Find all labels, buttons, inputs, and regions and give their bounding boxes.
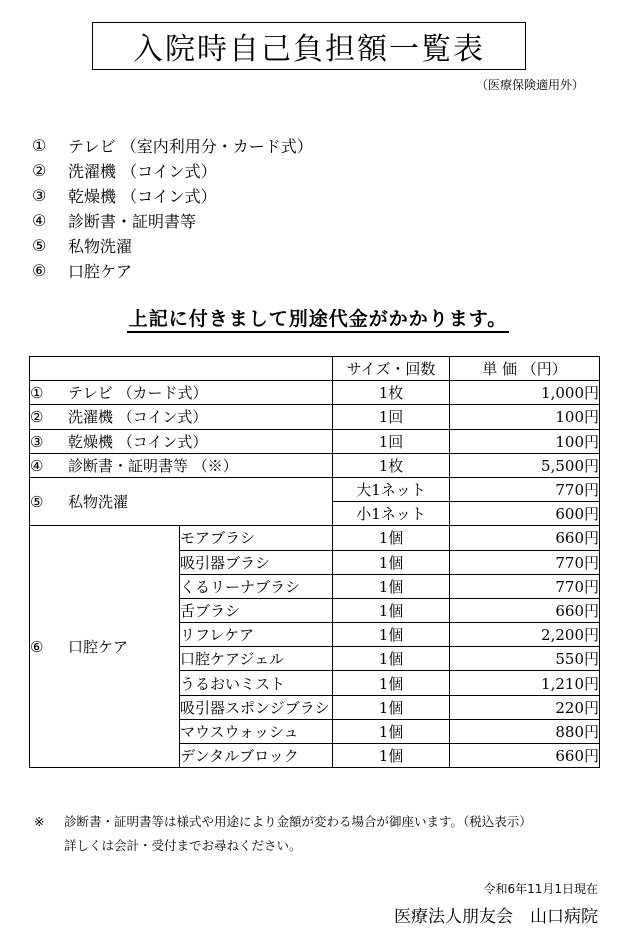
price-table bbox=[29, 356, 600, 768]
row-price: 660円 bbox=[450, 598, 600, 622]
table-row bbox=[30, 381, 600, 405]
header-blank bbox=[30, 357, 333, 381]
item-text: 口腔ケア bbox=[68, 262, 133, 281]
row-price: 880円 bbox=[450, 719, 600, 743]
row-size: 小1ネット bbox=[333, 502, 450, 526]
row-size: 1個 bbox=[333, 695, 450, 719]
table-row bbox=[30, 477, 600, 501]
table-row bbox=[30, 429, 600, 453]
footnote-line-1 bbox=[34, 810, 532, 834]
row-label: 洗濯機 （コイン式） bbox=[68, 408, 208, 427]
row-price: 1,210円 bbox=[450, 671, 600, 695]
list-item bbox=[32, 258, 313, 283]
row-price: 2,200円 bbox=[450, 623, 600, 647]
row-price: 5,500円 bbox=[450, 453, 600, 477]
item-number: ④ bbox=[32, 211, 47, 230]
row-number: ④ bbox=[30, 456, 44, 475]
row-size: 1回 bbox=[333, 405, 450, 429]
row-label: 口腔ケア bbox=[68, 638, 129, 657]
row-number: ① bbox=[30, 384, 44, 403]
header-size: サイズ・回数 bbox=[333, 357, 450, 381]
footnote bbox=[34, 810, 532, 858]
row-label: 診断書・証明書等 （※） bbox=[68, 456, 238, 475]
oral-item: リフレケア bbox=[180, 623, 333, 647]
item-number: ⑥ bbox=[32, 261, 47, 280]
row-price: 1,000円 bbox=[450, 381, 600, 405]
oral-item: モアブラシ bbox=[180, 526, 333, 550]
row-size: 1個 bbox=[333, 744, 450, 768]
list-item bbox=[32, 133, 313, 158]
row-size: 大1ネット bbox=[333, 477, 450, 501]
row-label: 乾燥機 （コイン式） bbox=[68, 432, 208, 451]
subtitle: （医療保険適用外） bbox=[475, 78, 584, 92]
document-title: 入院時自己負担額一覧表 bbox=[92, 22, 526, 70]
table-row bbox=[30, 405, 600, 429]
row-size: 1個 bbox=[333, 598, 450, 622]
header-price: 単 価 （円） bbox=[450, 357, 600, 381]
row-number: ⑥ bbox=[30, 638, 44, 657]
item-number: ② bbox=[32, 161, 47, 180]
footnote-mark: ※ bbox=[34, 814, 45, 829]
row-price: 770円 bbox=[450, 574, 600, 598]
row-price: 660円 bbox=[450, 526, 600, 550]
row-size: 1個 bbox=[333, 671, 450, 695]
notice bbox=[0, 304, 636, 331]
row-size: 1回 bbox=[333, 429, 450, 453]
oral-item: マウスウォッシュ bbox=[180, 719, 333, 743]
oral-item: くるリーナブラシ bbox=[180, 574, 333, 598]
item-list bbox=[32, 133, 313, 283]
item-text: テレビ （室内利用分・カード式） bbox=[68, 137, 313, 156]
item-text: 乾燥機 （コイン式） bbox=[68, 187, 217, 206]
oral-item: 吸引器ブラシ bbox=[180, 550, 333, 574]
row-name bbox=[30, 429, 333, 453]
row-label: 私物洗濯 bbox=[68, 493, 129, 512]
footnote-text-1: 診断書・証明書等は様式や用途により金額が変わる場合が御座います。（税込表示） bbox=[64, 814, 532, 829]
row-name bbox=[30, 453, 333, 477]
row-number: ⑤ bbox=[30, 493, 44, 512]
row-price: 100円 bbox=[450, 429, 600, 453]
row-size: 1枚 bbox=[333, 453, 450, 477]
item-number: ③ bbox=[32, 186, 47, 205]
row-size: 1個 bbox=[333, 647, 450, 671]
row-name bbox=[30, 405, 333, 429]
table-header-row bbox=[30, 357, 600, 381]
row-size: 1個 bbox=[333, 526, 450, 550]
row-size: 1個 bbox=[333, 623, 450, 647]
list-item bbox=[32, 183, 313, 208]
oral-item: デンタルブロック bbox=[180, 744, 333, 768]
list-item bbox=[32, 233, 313, 258]
row-price: 220円 bbox=[450, 695, 600, 719]
oral-item: 口腔ケアジェル bbox=[180, 647, 333, 671]
item-number: ⑤ bbox=[32, 236, 47, 255]
table-row bbox=[30, 453, 600, 477]
row-price: 100円 bbox=[450, 405, 600, 429]
row-price: 550円 bbox=[450, 647, 600, 671]
laundry-name bbox=[30, 477, 333, 525]
row-number: ③ bbox=[30, 432, 44, 451]
item-text: 診断書・証明書等 bbox=[68, 212, 197, 231]
organization-name: 医療法人朋友会 山口病院 bbox=[394, 907, 598, 927]
item-text: 洗濯機 （コイン式） bbox=[68, 162, 217, 181]
row-price: 770円 bbox=[450, 477, 600, 501]
effective-date: 令和6年11月1日現在 bbox=[483, 882, 598, 896]
row-price: 660円 bbox=[450, 744, 600, 768]
row-size: 1個 bbox=[333, 719, 450, 743]
item-text: 私物洗濯 bbox=[68, 237, 133, 256]
table-row bbox=[30, 526, 600, 550]
row-size: 1個 bbox=[333, 550, 450, 574]
oral-item: 吸引器スポンジブラシ bbox=[180, 695, 333, 719]
row-label: テレビ （カード式） bbox=[68, 384, 208, 403]
oral-care-name bbox=[30, 526, 180, 768]
list-item bbox=[32, 208, 313, 233]
list-item bbox=[32, 158, 313, 183]
footnote-text-2: 詳しくは会計・受付までお尋ねください。 bbox=[64, 838, 302, 853]
row-price: 600円 bbox=[450, 502, 600, 526]
oral-item: 舌ブラシ bbox=[180, 598, 333, 622]
row-price: 770円 bbox=[450, 550, 600, 574]
item-number: ① bbox=[32, 136, 47, 155]
row-name bbox=[30, 381, 333, 405]
notice-text: 上記に付きまして別途代金がかかります。 bbox=[127, 308, 509, 333]
oral-item: うるおいミスト bbox=[180, 671, 333, 695]
row-size: 1個 bbox=[333, 574, 450, 598]
row-number: ② bbox=[30, 408, 44, 427]
row-size: 1枚 bbox=[333, 381, 450, 405]
